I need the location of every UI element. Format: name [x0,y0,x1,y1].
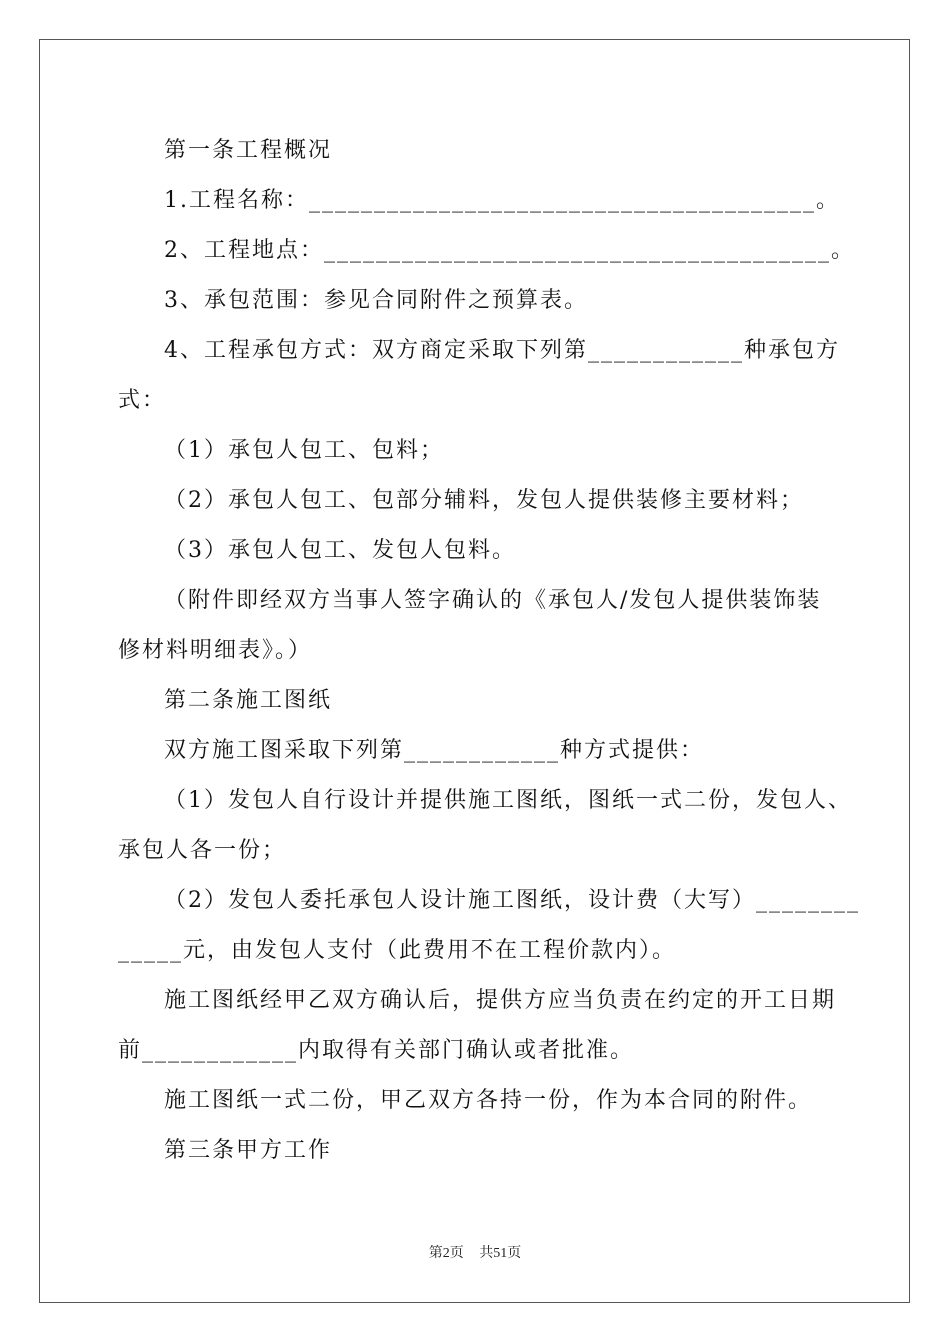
drawing-method-line: 双方施工图采取下列第____________种方式提供： [164,738,705,763]
contract-method-line: 4、工程承包方式：双方商定采取下列第____________种承包方 [164,338,840,363]
drawing-approval-line: 施工图纸经甲乙双方确认后，提供方应当负责在约定的开工日期 [164,988,837,1013]
drawing-copies-line: 施工图纸一式二份，甲乙双方各持一份，作为本合同的附件。 [164,1088,813,1113]
page-footer [0,1242,950,1262]
section-heading-2: 第二条施工图纸 [164,688,333,713]
method-option-1: （1）承包人包工、包料； [164,438,444,463]
drawing-option-2: （2）发包人委托承包人设计施工图纸，设计费（大写）________ [164,888,860,913]
project-location-line: 2、工程地点：_______________________________________。 [164,238,855,263]
section-heading-3: 第三条甲方工作 [164,1138,333,1163]
drawing-option-2-cont: _____元，由发包人支付（此费用不在工程价款内）。 [118,938,677,963]
drawing-option-1: （1）发包人自行设计并提供施工图纸，图纸一式二份，发包人、 [164,788,852,813]
drawing-option-1-cont: 承包人各一份； [118,838,287,863]
total-pages: 共51页 [479,1246,522,1261]
drawing-approval-line-cont: 前____________内取得有关部门确认或者批准。 [118,1038,635,1063]
contract-scope-line: 3、承包范围：参见合同附件之预算表。 [164,288,588,313]
contract-method-line-cont: 式： [118,388,167,413]
method-option-2: （2）承包人包工、包部分辅料，发包人提供装修主要材料； [164,488,804,513]
section-heading-1: 第一条工程概况 [164,138,333,163]
page-number: 第2页 [428,1246,464,1261]
attachment-note: （附件即经双方当事人签字确认的《承包人/发包人提供装饰装 [164,588,822,613]
attachment-note-cont: 修材料明细表》。） [118,638,313,663]
method-option-3: （3）承包人包工、发包人包料。 [164,538,516,563]
project-name-line: 1.工程名称：_______________________________________。 [164,188,840,213]
